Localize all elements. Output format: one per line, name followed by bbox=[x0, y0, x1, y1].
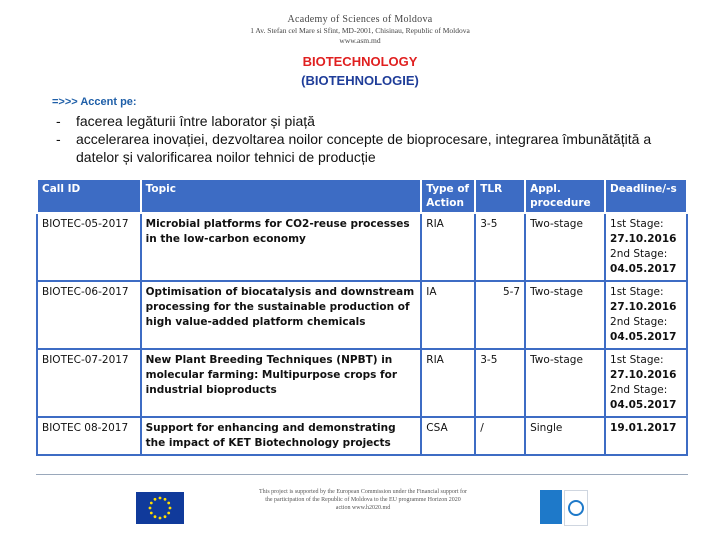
bullet-list bbox=[56, 112, 696, 166]
header-topic: Topic bbox=[141, 179, 422, 213]
cell-trl: 3-5 bbox=[475, 213, 525, 281]
header-call-id: Call ID bbox=[37, 179, 141, 213]
partner-logo-icon bbox=[540, 490, 562, 524]
eu-flag-icon bbox=[136, 492, 184, 524]
cell-trl: / bbox=[475, 417, 525, 455]
cell-topic: Support for enhancing and demonstrating the impact of KET Biotechnology projects bbox=[141, 417, 422, 455]
list-item bbox=[56, 112, 696, 130]
cell-procedure: Two-stage bbox=[525, 213, 605, 281]
table-row bbox=[37, 417, 687, 455]
stage-label: 2nd Stage: bbox=[610, 384, 668, 396]
table-header-row bbox=[37, 179, 687, 213]
cell-deadline bbox=[605, 349, 687, 417]
page-title: BIOTECHNOLOGY bbox=[302, 54, 418, 69]
cell-trl: 3-5 bbox=[475, 349, 525, 417]
bullet-dash: - bbox=[56, 113, 61, 129]
bullet-dash: - bbox=[56, 131, 61, 147]
table-row bbox=[37, 349, 687, 417]
header-deadline: Deadline/-s bbox=[605, 179, 687, 213]
cell-topic: Microbial platforms for CO2-reuse processes in the low-carbon economy bbox=[141, 213, 422, 281]
cell-type: RIA bbox=[421, 213, 475, 281]
org-address: 1 Av. Stefan cel Mare si Sfint, MD-2001, Chisinau, Republic of Moldova bbox=[250, 26, 470, 35]
cell-topic: Optimisation of biocatalysis and downstream processing for the sustainable production of high value-added platform chemicals bbox=[141, 281, 422, 349]
cell-type: RIA bbox=[421, 349, 475, 417]
cell-procedure: Single bbox=[525, 417, 605, 455]
emblem-icon bbox=[565, 491, 587, 525]
single-date: 19.01.2017 bbox=[610, 422, 677, 434]
cell-topic: New Plant Breeding Techniques (NPBT) in molecular farming: Multipurpose crops for industrial bioproducts bbox=[141, 349, 422, 417]
table-row bbox=[37, 213, 687, 281]
org-website: www.asm.md bbox=[339, 36, 381, 45]
footer-divider bbox=[36, 474, 688, 475]
stage-date: 27.10.2016 bbox=[610, 301, 677, 313]
cell-type: IA bbox=[421, 281, 475, 349]
stage-label: 1st Stage: bbox=[610, 354, 664, 366]
table-row bbox=[37, 281, 687, 349]
page-subtitle: (BIOTEHNOLOGIE) bbox=[301, 73, 419, 88]
stage-date: 04.05.2017 bbox=[610, 399, 677, 411]
bullet-text: accelerarea inovației, dezvoltarea noilor concepte de bioprocesare, integrarea îmbunătățită a datelor și valorificarea noilor tehnici de producție bbox=[76, 131, 652, 165]
stage-date: 27.10.2016 bbox=[610, 233, 677, 245]
cell-deadline bbox=[605, 417, 687, 455]
stage-label: 1st Stage: bbox=[610, 286, 664, 298]
cell-deadline bbox=[605, 213, 687, 281]
cell-deadline bbox=[605, 281, 687, 349]
stage-label: 2nd Stage: bbox=[610, 316, 668, 328]
partner-logo-icon bbox=[564, 490, 588, 526]
stage-date: 04.05.2017 bbox=[610, 263, 677, 275]
header-type: Type of Action bbox=[421, 179, 475, 213]
stage-label: 2nd Stage: bbox=[610, 248, 668, 260]
org-name: Academy of Sciences of Moldova bbox=[287, 14, 433, 25]
cell-call-id: BIOTEC-06-2017 bbox=[37, 281, 141, 349]
cell-call-id: BIOTEC 08-2017 bbox=[37, 417, 141, 455]
header-trl: TLR bbox=[475, 179, 525, 213]
header-procedure: Appl. procedure bbox=[525, 179, 605, 213]
stage-date: 04.05.2017 bbox=[610, 331, 677, 343]
cell-type: CSA bbox=[421, 417, 475, 455]
org-header bbox=[0, 14, 720, 45]
eu-stars-icon bbox=[136, 492, 184, 524]
footer-note: This project is supported by the European Commission under the Financial support for the participation of the Republic of Moldova to the EU programme Horizon 2020 action www.h2020.md bbox=[259, 489, 467, 511]
stage-date: 27.10.2016 bbox=[610, 369, 677, 381]
cell-procedure: Two-stage bbox=[525, 349, 605, 417]
list-item bbox=[56, 130, 696, 166]
cell-trl: 5-7 bbox=[475, 281, 525, 349]
bullet-text: facerea legăturii între laborator și piață bbox=[76, 113, 315, 129]
stage-label: 1st Stage: bbox=[610, 218, 664, 230]
accent-label: =>>> Accent pe: bbox=[52, 96, 137, 108]
cell-call-id: BIOTEC-05-2017 bbox=[37, 213, 141, 281]
calls-table bbox=[36, 178, 688, 456]
cell-call-id: BIOTEC-07-2017 bbox=[37, 349, 141, 417]
cell-procedure: Two-stage bbox=[525, 281, 605, 349]
